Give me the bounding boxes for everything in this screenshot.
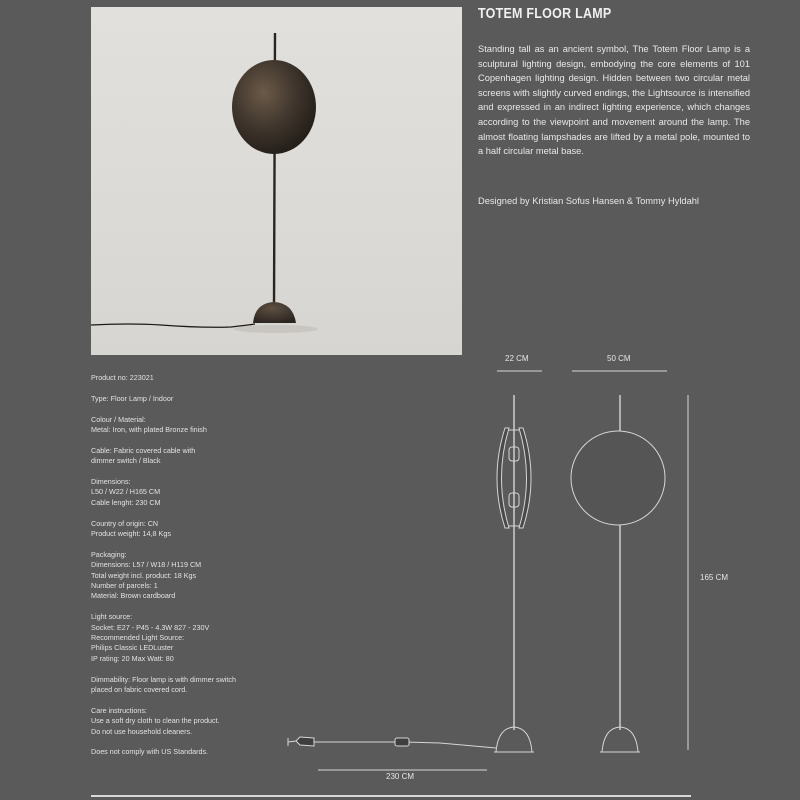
spec-care: Care instructions: Use a soft dry cloth to clean the product. Do not use household cleaners.	[91, 705, 220, 736]
product-title: TOTEM FLOOR LAMP	[478, 6, 612, 22]
spec-standards: Does not comply with US Standards.	[91, 747, 209, 757]
spec-dimensions: Dimensions: L50 / W22 / H165 CM Cable lenght: 230 CM	[91, 477, 161, 507]
front-view	[571, 395, 665, 752]
height-label: 165 CM	[700, 573, 729, 582]
spec-cable: Cable: Fabric covered cable with dimmer switch / Black	[91, 445, 196, 466]
lamp-shade	[232, 60, 316, 154]
designer-credit: Designed by Kristian Sofus Hansen & Tommy Hyldahl	[478, 196, 699, 206]
lamp-photo-illustration	[91, 7, 462, 355]
bottom-divider	[91, 795, 691, 797]
lamp-base	[253, 302, 296, 323]
spec-colour-material: Colour / Material: Metal: Iron, with plated Bronze finish	[91, 414, 207, 434]
spec-light-source: Light source: Socket: E27 - P45 - 4.3W 827 - 230V Recommended Light Source: Philips Classic LEDLuster IP rating: 20 Max Watt: 80	[91, 612, 210, 663]
front-width-label: 50 CM	[607, 354, 631, 363]
spec-dimmability: Dimmability: Floor lamp is with dimmer switch placed on fabric covered cord.	[91, 674, 236, 695]
product-description: Standing tall as an ancient symbol, The Totem Floor Lamp is a sculptural lighting design, embodying the core elements of 101 Copenhagen lighting design. Hidden between two circular metal screens with slightly curved endings, the Lightsource is intensified and expressed in an indirect lighting experience, which changes according to the viewpoint and movement around the lamp. The almost floating lampshades are lifted by a metal pole, mounted to a half circular metal base.	[478, 44, 750, 157]
spec-packaging: Packaging: Dimensions: L57 / W18 / H119 CM Total weight incl. product: 18 Kgs Number of parcels: 1 Material: Brown cardboard	[91, 549, 202, 601]
lamp-cable	[91, 324, 255, 327]
spec-list	[91, 373, 291, 768]
spec-origin-weight: Country of origin: CN Product weight: 14,8 Kgs	[91, 518, 171, 539]
side-view	[288, 395, 534, 752]
cable-length-label: 230 CM	[386, 772, 415, 781]
spec-product-no: Product no: 223021	[91, 373, 154, 382]
lamp-shadow	[234, 325, 318, 333]
side-width-label: 22 CM	[505, 354, 529, 363]
spec-type: Type: Floor Lamp / Indoor	[91, 393, 174, 403]
product-photo	[91, 7, 462, 355]
